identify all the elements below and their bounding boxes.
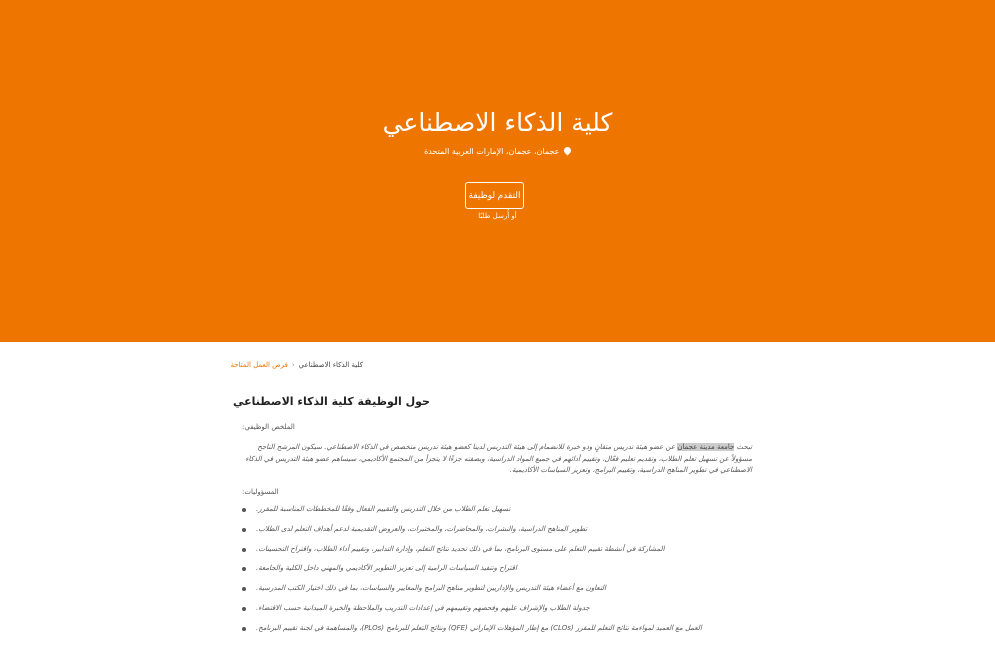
job-location-text: عجمان، عجمان، الإمارات العربية المتحدة	[424, 147, 560, 156]
list-item-text: اقتراح وتنفيذ السياسات الرامية إلى تعزيز التطوير الأكاديمي والمهني داخل الكلية والجامعة.	[256, 564, 517, 573]
list-item	[242, 505, 752, 525]
breadcrumb-link-jobs[interactable]: فرص العمل المتاحة	[230, 361, 288, 369]
summary-text: عن عضو هيئة تدريس متفانٍ وذو خبرة للانضمام إلى هيئة التدريس لدينا كعضو هيئة تدريس متخصص في الذكاء الاصطناعي. سيكون المرشح الناجح مسؤولاً عن تسهيل تعلم الطلاب، وتقديم تعليم فعّال، وتقييم أدائهم في جميع المواد الدراسية، وبصفته جزءًا لا يتجزأ من المجتمع الأكاديمي، سيساهم عضو هيئة التدريس في الذكاء الاصطناعي في تطوير المناهج الدراسية، وتقييم البرامج، وتعزيز السياسات الأكاديمية.	[245, 443, 752, 474]
list-item-text: التعاون مع أعضاء هيئة التدريس والإداريين لتطوير مناهج البرامج والمعايير والسياسات، بما في ذلك اختيار الكتب المدرسية.	[256, 584, 606, 593]
responsibilities-list	[242, 505, 752, 644]
apply-button[interactable]: التقدم لوظيفة	[465, 182, 524, 209]
job-title: كلية الذكاء الاصطناعي	[382, 108, 613, 137]
summary-prefix: تبحث	[736, 443, 752, 451]
list-item-text: العمل مع العميد لمواءمة نتائج التعلم للمقرر (CLOs) مع إطار المؤهلات الإماراتي (QFE) ونتائج التعلم للبرنامج (PLOs)، والمساهمة في لجنة تقييم البرنامج.	[256, 623, 702, 632]
job-summary	[242, 442, 752, 477]
apply-alt-link[interactable]: أو أُرسل طلبًا	[478, 212, 517, 220]
summary-label: الملخص الوظيفي:	[242, 423, 295, 431]
bullet-icon	[242, 627, 246, 631]
bullet-icon	[242, 508, 246, 512]
list-item	[242, 545, 752, 565]
responsibilities-label: المسؤوليات:	[242, 488, 279, 496]
map-pin-icon	[562, 146, 572, 156]
job-location	[0, 147, 995, 156]
list-item-text: تطوير المناهج الدراسية، والنشرات، والمحاضرات، والمختبرات، والعروض التقديمية لدعم أهداف التعلم لدى الطلاب.	[256, 524, 588, 533]
section-title: حول الوظيفة كلية الذكاء الاصطناعي	[233, 395, 430, 408]
bullet-icon	[242, 528, 246, 532]
bullet-icon	[242, 587, 246, 591]
list-item	[242, 564, 752, 584]
list-item-text: تسهيل تعلم الطلاب من خلال التدريس والتقييم الفعال وفقًا للمخططات المناسبة للمقرر.	[256, 505, 511, 513]
list-item	[242, 604, 752, 624]
list-item	[242, 624, 752, 644]
list-item-text: المشاركة في أنشطة تقييم التعلم على مستوى البرنامج، بما في ذلك تحديد نتائج التعلم، وإدارة التدابير، وتقييم أداء الطلاب، واقتراح التحسينات.	[256, 544, 665, 553]
bullet-icon	[242, 607, 246, 611]
bullet-icon	[242, 567, 246, 571]
breadcrumb-separator-icon: ‹	[291, 361, 295, 369]
breadcrumb-current: كلية الذكاء الاصطناعي	[298, 361, 363, 369]
list-item	[242, 525, 752, 545]
list-item	[242, 584, 752, 604]
bullet-icon	[242, 548, 246, 552]
summary-highlight: جامعة مدينة عجمان	[677, 443, 735, 451]
breadcrumb	[230, 361, 363, 369]
list-item-text: جدولة الطلاب والإشراف عليهم وفحصهم وتقييمهم في إعدادات التدريب والملاحظة والخبرة الميدانية حسب الاقتضاء.	[256, 603, 590, 612]
